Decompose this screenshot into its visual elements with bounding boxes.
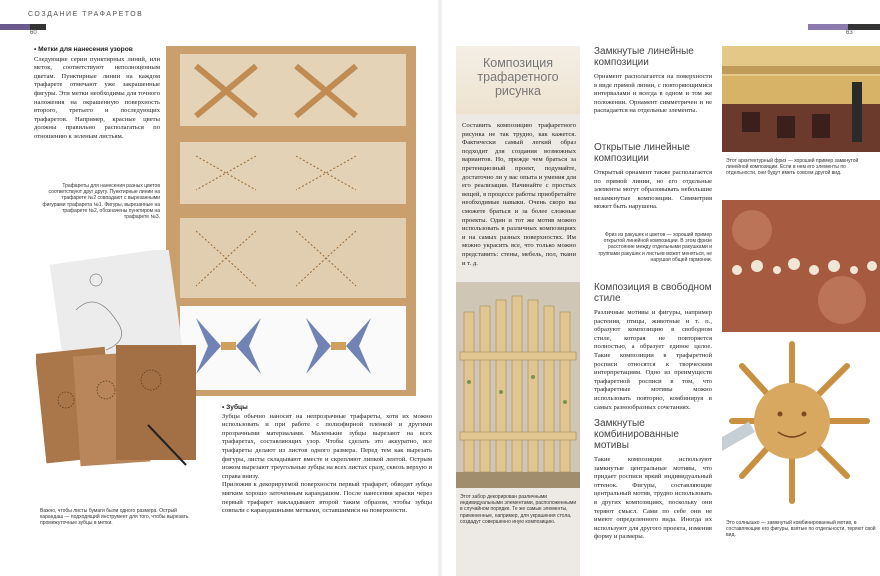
caption-fence: Этот забор декорирован различными индивидуальными элементами, расположенными в случайном порядке. Те же самые элементы, примененные, например, для украшения стола, создадут совершенно иную композицию. bbox=[460, 494, 577, 525]
room-frieze-photo bbox=[722, 46, 880, 152]
open-text: Открытый орнамент также располагается по прямой линии, но его отдельные элементы могут образовывать небольшие незамкнутые композиции. Симметрия может быть нарушена. bbox=[594, 169, 712, 211]
free-section bbox=[594, 282, 712, 412]
closed-heading: Замкнутые линейные композиции bbox=[594, 46, 694, 68]
marks-heading: • Метки для нанесения узоров bbox=[34, 46, 133, 53]
caption-shells: Фриз из ракушек и цветов — хороший пример открытой линейной композиции. В этом фризе расстояние между отдельными ракушками и группами ракушек и листьев может меняться, не нарушая общей гармонии. bbox=[598, 232, 712, 263]
sidebar-title: Композиция трафаретного рисунка bbox=[477, 56, 559, 98]
combined-section bbox=[594, 418, 712, 542]
page-number-left: 60 bbox=[30, 30, 37, 36]
sun-art bbox=[722, 336, 880, 516]
room-frieze-art bbox=[722, 46, 880, 152]
header-stripe-left bbox=[0, 24, 30, 30]
caption-room: Этот архитектурный фриз — хороший пример замкнутой линейной композиции. Если в нем его элементы по отдельности, они будут иметь совсем другой вид. bbox=[726, 158, 859, 177]
page-number-right: 63 bbox=[846, 30, 853, 36]
combined-text: Такие композиции используют замкнутые центральные мотивы, что придает росписи яркий индивидуальный оттенок. Фигуры, составляющие центральный мотив, трудно использовать в других композициях, поскольку они теряют смысл. Сами по себе они не имеют определенного вида. Иногда их используют для другого проекта, изменив форму и размеры. bbox=[594, 456, 712, 541]
teeth-text-1: Зубцы обычно наносят на непрозрачные трафареты, хотя их можно использовать и при работе с полиэфирной пленкой и другими прозрачными материалами. Маленькие зубцы вырезают на всех трафаретах, составляющих узор. Чтобы сделать это аккуратно, все трафареты делают из листов одного размера. Перед тем как вырезать фигуры, листы складывают вместе и скрепляют липкой лентой. Острым ножом вырезают треугольные зубцы на всех листах сразу, сквозь верхую и справа внизу. bbox=[222, 412, 432, 480]
marks-section bbox=[34, 46, 160, 142]
shells-frieze-art bbox=[722, 200, 880, 332]
caption-sun: Это солнышко — замкнутый комбинированный мотив, в составляющие его фигуры, взятые по отдельности, теряют свой вид. bbox=[726, 520, 876, 539]
free-heading: Композиция в свободном стиле bbox=[594, 282, 712, 304]
teeth-section bbox=[222, 404, 432, 516]
header-stripe-right bbox=[808, 24, 848, 30]
combined-heading: Замкнутые комбинированные мотивы bbox=[594, 418, 679, 451]
open-heading: Открытые линейные композиции bbox=[594, 142, 690, 164]
caption-paper: Важно, чтобы листы бумаги были одного размера. Острый карандаш — подходящий инструмент для того, чтобы вырезать промежуточные зубцы в метки. bbox=[40, 508, 189, 527]
paper-stack-art bbox=[36, 250, 206, 490]
shells-frieze-photo bbox=[722, 200, 880, 332]
book-gutter bbox=[437, 0, 443, 576]
open-section bbox=[594, 142, 712, 212]
paper-stack-photo bbox=[36, 250, 206, 490]
caption-stencils: Трафареты для нанесения разных цветов соответствуют друг другу. Пунктирные линии на трафарете №2 совпадают с вырезанными фигурами трафарета №1. Фигуры, вырезанные на трафарете №2, обозначены пунктиром на трафарете №3. bbox=[42, 183, 160, 221]
sun-photo bbox=[722, 336, 880, 516]
fence-art bbox=[456, 282, 580, 488]
closed-text: Орнамент располагается на поверхности в виде прямой линии, с повторяющимися интервалами и всегда в одном и том же положении. Орнамент симметричен и не распадается на отдельные элементы. bbox=[594, 73, 712, 115]
fence-photo bbox=[456, 282, 580, 488]
section-title: СОЗДАНИЕ ТРАФАРЕТОВ bbox=[28, 11, 144, 18]
free-text: Различные мотивы и фигуры, например растения, птицы, животные и т. п., образуют композицию в свободном стиле, которая не повторяется полностью, а образует единое целое. Такие композиции в трафаретной росписи относятся к творческим интерпретациям. Одно из преимуществ трафаретной росписи в том, что трафаретные мотивы можно использовать повторно, комбинируя в самых разнообразных сочетаниях. bbox=[594, 309, 712, 411]
teeth-text-2: Приложив к декорируемой поверхности первый трафарет, обводят зубцы мягким хорошо заточенным карандашом. После нанесения краски через первый трафарет накладывают второй таким образом, чтобы зубцы совпали с карандашными метками, оставшимися на поверхности. bbox=[222, 481, 432, 515]
closed-section bbox=[594, 46, 712, 116]
sidebar-text: Составить композицию трафаретного рисунка не так трудно, как кажется. Фактически самый легкий образ подходит для создания возможных вариантов. Но, прежде чем браться за претенциозный проект, подумайте, достаточно ли у вас опыта и умения для его реализации. Начинайте с простых вещей, в процессе работы приобретайте необходимые навыки. Очень скоро вы сможете браться и за более сложные проекты. Один и тот же мотив можно использовать в различных композициях и на самых разных поверхностях. Им можно украсить все, что только можно представить: стены, мебель, пол, ткани и т. д. bbox=[462, 122, 576, 267]
teeth-heading: • Зубцы bbox=[222, 404, 248, 411]
marks-text: Следующие серии пунктирных линий, или меток, соответствуют неполноценным цветам. Пунктирные линии на каждом трафарете отмечают уже закрашенные фигуры. Эти метки необходимы для точного наложения на окрашенную поверхность второго, третьего и последующих трафаретов. Например, красные цветы должны правильно располагаться по отношению к зеленым листьям. bbox=[34, 55, 160, 140]
